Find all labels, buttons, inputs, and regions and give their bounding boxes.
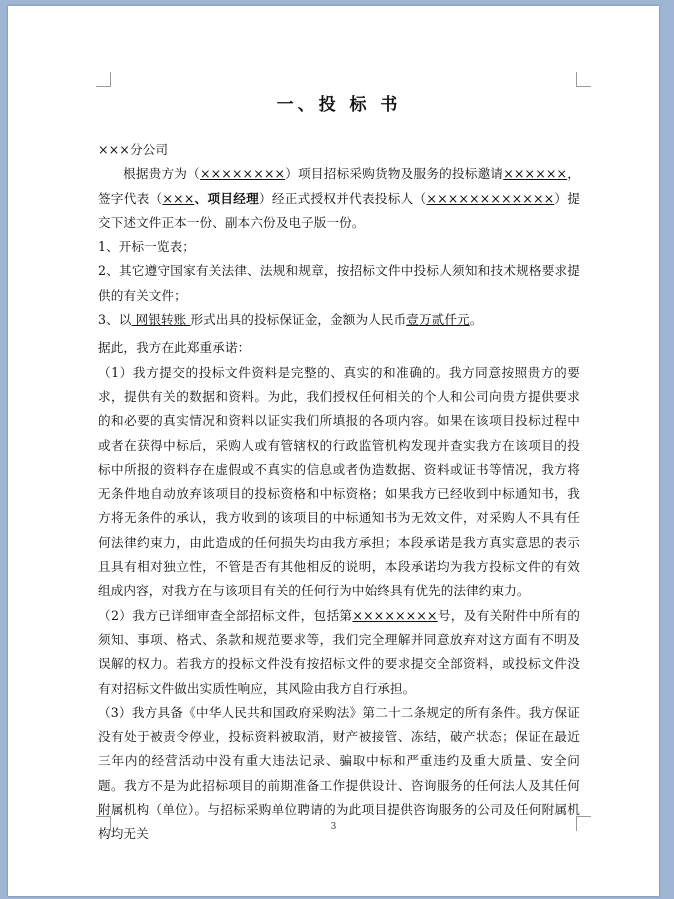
commitment-paragraph-1: （1）我方提交的投标文件资料是完整的、真实的和准确的。我方同意按照贵方的要求，提供有关的数据和资料。为此，我们授权任何相关的个人和公司向贵方提供要求的和必要的真实情况和资料以证实我们所填报的各项内容。如果在该项目投标过程中或者在获得中标后，采购人或有管辖权的行政监管机构发现并查实我方在该项目的投标中所报的资料存在虚假或不真实的信息或者伪造数据、资料或证书等情况，我方将无条件地自动放弃该项目的投标资格和中标资格；如果我方已经收到中标通知书，我方将无条件的承认，我方收到的该项目的中标通知书为无效文件，对采购人不具有任何法律约束力，由此造成的任何损失均由我方承担；本段承诺是我方真实意思的表示且具有相对独立性，不管是否有其他相反的说明，本段承诺均为我方投标文件的有效组成内容，对我方在与该项目有关的任何行为中始终具有优先的法律约束力。: [98, 364, 580, 599]
tender-number-blank: ××××××××: [352, 607, 438, 623]
document-page: [8, 6, 659, 896]
intro-paragraph: [98, 162, 580, 235]
intro-text-e: ）经正式授权并代表投标人（: [258, 190, 427, 206]
page-number: 3: [330, 822, 337, 832]
deposit-text-a: 3、以: [98, 312, 132, 328]
intro-text-b: ）项目招标采购货物及服务的投标邀请: [285, 166, 504, 182]
intro-text-a: 根据贵方为（: [123, 166, 200, 182]
list-item-deposit: [98, 308, 580, 332]
para2-text-a: （2）我方已详细审查全部招标文件，包括第: [98, 607, 353, 623]
commitment-heading: 据此，我方在此郑重承诺：: [98, 340, 251, 356]
crop-mark-top-left: [96, 72, 111, 87]
list-item: 1、开标一览表；: [98, 239, 195, 255]
project-blank: ××××××××: [199, 166, 286, 182]
recipient: ×××分公司: [98, 142, 169, 157]
document-body: [98, 90, 580, 847]
commitment-paragraph-3: （3）我方具备《中华人民共和国政府采购法》第二十二条规定的所有条件。我方保证没有处于被责令停业，投标资料被取消，财产被接管、冻结，破产状态；保证在最近三年内的经营活动中没有重大违法记录、骗取中标和严重违约及重大质量、安全问题。我方不是为此招标项目的前期准备工作提供设计、咨询服务的任何法人及其任何附属机构（单位）。与招标采购单位聘请的为此项目提供咨询服务的公司及任何附属机构均无关: [98, 704, 580, 842]
invitation-blank: ××××××: [503, 166, 568, 182]
intro-text-c: ，签字代表（: [98, 166, 580, 206]
deposit-text-c: 。: [469, 312, 483, 328]
intro-text-f: ）提交下述文件正本一份、副本六份及电子版一份。: [98, 190, 581, 230]
deposit-amount: 壹万贰仟元: [406, 312, 470, 328]
para2-text-b: 号，及有关附件中所有的须知、事项、格式、条款和规范要求等，我们完全理解并同意放弃对这方面有不明及误解的权力。若我方的投标文件没有按招标文件的要求提交全部资料，或投标文件没有对招标文件做出实质性响应，其风险由我方自行承担。: [98, 607, 580, 696]
representative-blank: ×××: [162, 190, 195, 206]
commitment-paragraph-2: [98, 604, 580, 701]
bidder-blank: ××××××××××××: [426, 190, 555, 206]
list-item: 2、其它遵守国家有关法律、法规和规章，按招标文件中投标人须知和技术规格要求提供的有关文件；: [98, 263, 580, 303]
crop-mark-top-right: [576, 72, 591, 87]
document-title: 一、投 标 书: [276, 95, 402, 115]
project-manager-label: 、项目经理: [194, 190, 259, 206]
payment-method-blank: 网银转账: [131, 312, 191, 328]
deposit-text-b: 形式出具的投标保证金，金额为人民币: [190, 312, 407, 328]
